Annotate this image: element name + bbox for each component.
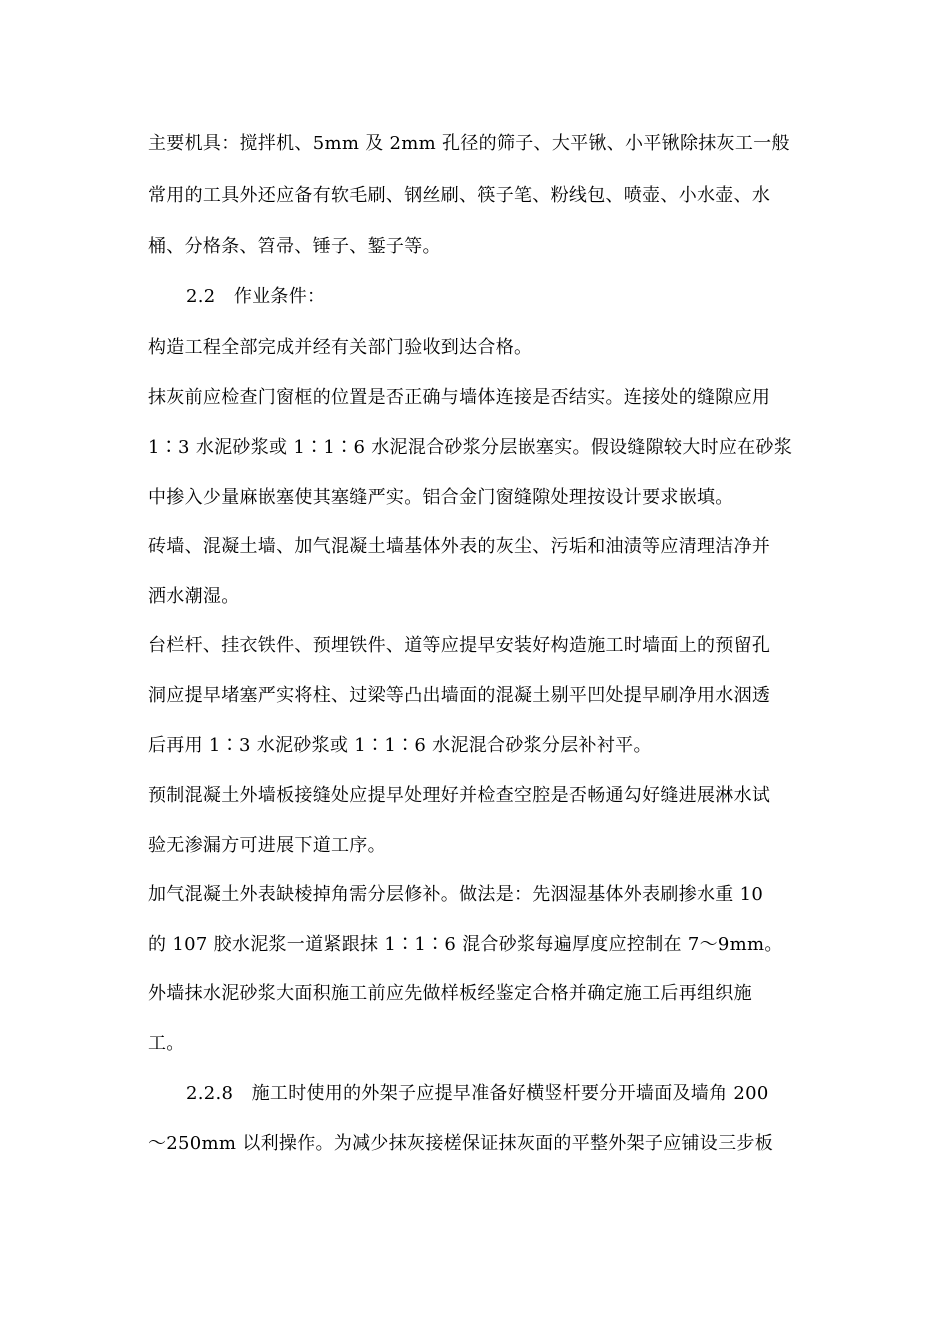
section-heading: 2.2 作业条件：: [186, 286, 326, 307]
text-line: 加气混凝土外表缺棱掉角需分层修补。做法是：先洇湿基体外表刷掺水重 10: [148, 884, 764, 905]
text-line: 中掺入少量麻嵌塞使其塞缝严实。铝合金门窗缝隙处理按设计要求嵌填。: [148, 487, 734, 508]
section-heading: 2.2.8 施工时使用的外架子应提早准备好横竖杆要分开墙面及墙角 200: [186, 1083, 769, 1104]
text-line: 台栏杆、挂衣铁件、预埋铁件、道等应提早安装好构造施工时墙面上的预留孔: [148, 635, 771, 656]
text-line: 主要机具：搅拌机、5mm 及 2mm 孔径的筛子、大平锹、小平锹除抹灰工一般: [148, 133, 790, 154]
text-line: 构造工程全部完成并经有关部门验收到达合格。: [148, 337, 533, 358]
text-line: 常用的工具外还应备有软毛刷、钢丝刷、筷子笔、粉线包、喷壶、小水壶、水: [148, 185, 771, 206]
text-line: 洒水潮湿。: [148, 586, 240, 607]
text-line: 的 107 胶水泥浆一道紧跟抹 1∶1∶6 混合砂浆每遍厚度应控制在 7～9mm。: [148, 934, 783, 955]
text-line: 工。: [148, 1033, 185, 1054]
text-line: 预制混凝土外墙板接缝处应提早处理好并检查空腔是否畅通勾好缝进展淋水试: [148, 785, 771, 806]
text-line: ～250mm 以利操作。为减少抹灰接槎保证抹灰面的平整外架子应铺设三步板: [148, 1133, 774, 1154]
text-line: 抹灰前应检查门窗框的位置是否正确与墙体连接是否结实。连接处的缝隙应用: [148, 387, 771, 408]
text-line: 外墙抹水泥砂浆大面积施工前应先做样板经鉴定合格并确定施工后再组织施: [148, 983, 752, 1004]
text-line: 砖墙、混凝土墙、加气混凝土墙基体外表的灰尘、污垢和油渍等应清理洁净并: [148, 536, 771, 557]
text-line: 洞应提早堵塞严实将柱、过梁等凸出墙面的混凝土剔平凹处提早刷净用水洇透: [148, 685, 771, 706]
text-line: 1∶3 水泥砂浆或 1∶1∶6 水泥混合砂浆分层嵌塞实。假设缝隙较大时应在砂浆: [148, 437, 793, 458]
text-line: 桶、分格条、笤帚、锤子、錾子等。: [148, 236, 441, 257]
text-line: 后再用 1∶3 水泥砂浆或 1∶1∶6 水泥混合砂浆分层补衬平。: [148, 735, 652, 756]
text-line: 验无渗漏方可进展下道工序。: [148, 835, 386, 856]
